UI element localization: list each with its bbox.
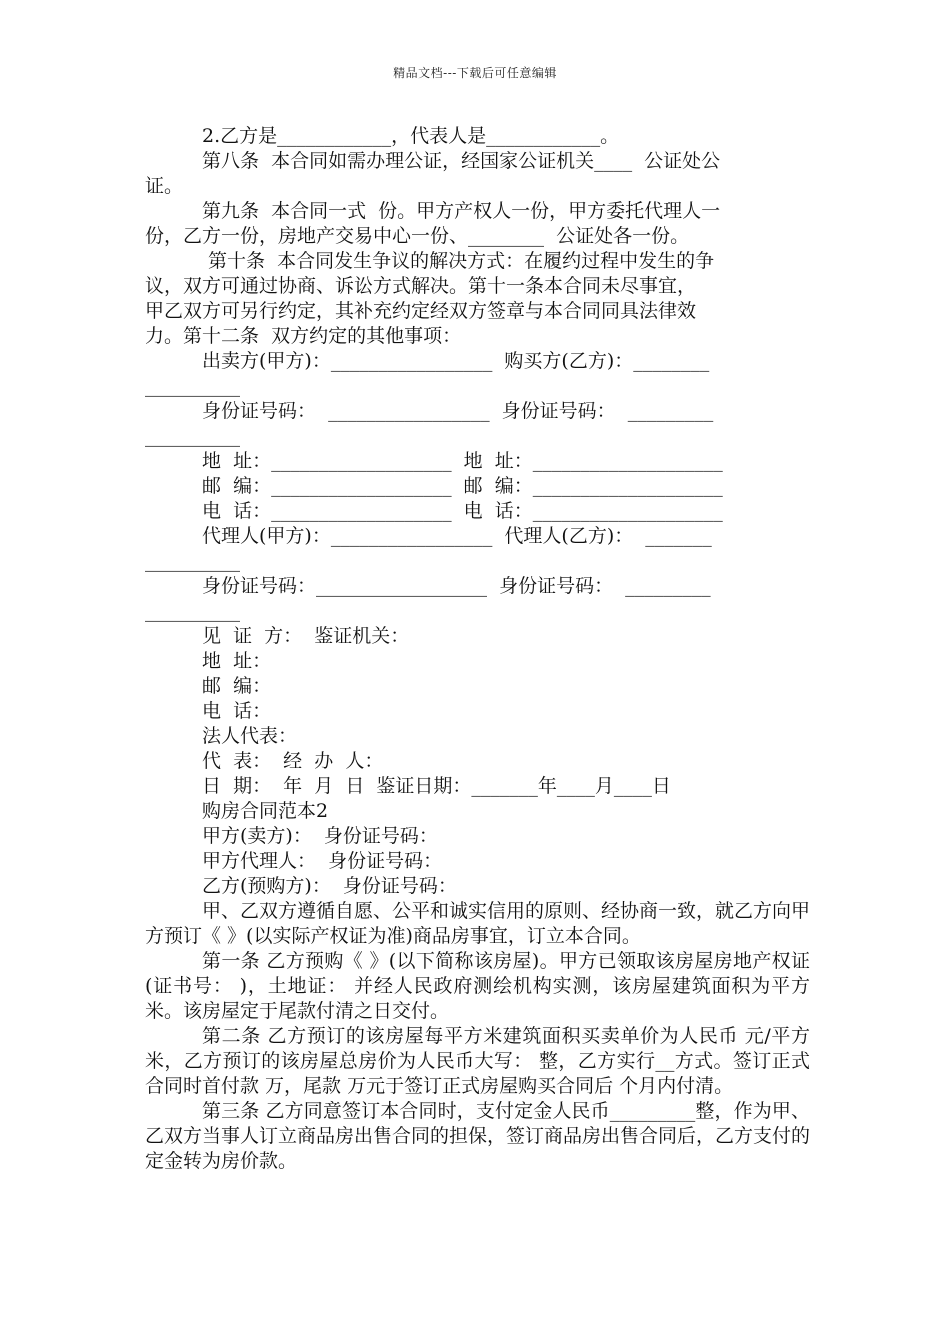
paragraph: 第一条 乙方预购《 》(以下简称该房屋)。甲方已领取该房屋房地产权证 (证书号： )，土地证： 并经人民政府测绘机构实测，该房屋建筑面积为平方米。该房屋定于尾款付清之日交付。 [145, 950, 810, 1022]
blank-continuation: __________ [145, 425, 240, 447]
blank-continuation: __________ [145, 600, 240, 622]
representative-line: 代 表： 经 办 人： [202, 750, 384, 772]
paragraph: 第三条 乙方同意签订本合同时，支付定金人民币_________整，作为甲、乙双方当事人订立商品房出售合同的担保，签订商品房出售合同后，乙方支付的定金转为房价款。 [145, 1100, 811, 1172]
postcode-line: 邮 编： [202, 675, 272, 697]
party-a-agent-line: 甲方代理人： 身份证号码： [202, 850, 443, 872]
date-line: 日 期： 年 月 日 鉴证日期：_______年____月____日 [202, 775, 671, 797]
id-number-line: 身份证号码：__________________ 身份证号码： _________ [202, 575, 711, 597]
id-number-line: 身份证号码： _________________ 身份证号码： _________ [202, 400, 714, 422]
phone-line: 电 话：___________________ 电 话：____________________ [202, 500, 723, 522]
text-line: 甲乙双方可另行约定，其补充约定经双方签章与本合同同具法律效 [145, 300, 697, 322]
text-line: 第九条 本合同一式 份。甲方产权人一份，甲方委托代理人一 [202, 200, 721, 222]
text-line: 证。 [145, 175, 184, 197]
witness-line: 见 证 方： 鉴证机关： [202, 625, 410, 647]
paragraph: 甲、乙双方遵循自愿、公平和诚实信用的原则、经协商一致，就乙方向甲方预订《 》(以实际产权证为准)商品房事宜，订立本合同。 [145, 900, 811, 947]
address-line: 地 址：___________________ 地 址：____________________ [202, 450, 723, 472]
paragraph: 第二条 乙方预订的该房屋每平方米建筑面积买卖单价为人民币 元/平方米，乙方预订的该房屋总房价为人民币大写： 整，乙方实行__方式。签订正式合同时首付款 万，尾款 万元于签订正式房屋购买合同后 个月内付清。 [145, 1025, 810, 1097]
party-a-line: 甲方(卖方)： 身份证号码： [202, 825, 438, 847]
section-title: 购房合同范本2 [202, 800, 329, 822]
blank-continuation: __________ [145, 375, 240, 397]
text-line: 力。第十二条 双方约定的其他事项： [145, 325, 462, 347]
text-line: 议，双方可通过协商、诉讼方式解决。第十一条本合同未尽事宜， [145, 275, 697, 297]
text-line: 第八条 本合同如需办理公证，经国家公证机关____ 公证处公 [202, 150, 721, 172]
text-line: 第十条 本合同发生争议的解决方式：在履约过程中发生的争 [202, 250, 715, 272]
legal-rep-line: 法人代表： [202, 725, 298, 747]
postcode-line: 邮 编：___________________ 邮 编：____________________ [202, 475, 723, 497]
page-header: 精品文档---下载后可任意编辑 [393, 66, 557, 80]
text-line: 2.乙方是____________，代表人是____________。 [202, 125, 620, 147]
seller-buyer-line: 出卖方(甲方)：_________________ 购买方(乙方)：________ [202, 350, 710, 372]
phone-line: 电 话： [202, 700, 272, 722]
document-body [145, 124, 810, 1174]
address-line: 地 址： [202, 650, 272, 672]
blank-continuation: __________ [145, 550, 240, 572]
text-line: 份，乙方一份，房地产交易中心一份、________ 公证处各一份。 [145, 225, 690, 247]
agent-line: 代理人(甲方)：_________________ 代理人(乙方)： _______ [202, 525, 712, 547]
party-b-line: 乙方(预购方)： 身份证号码： [202, 875, 457, 897]
